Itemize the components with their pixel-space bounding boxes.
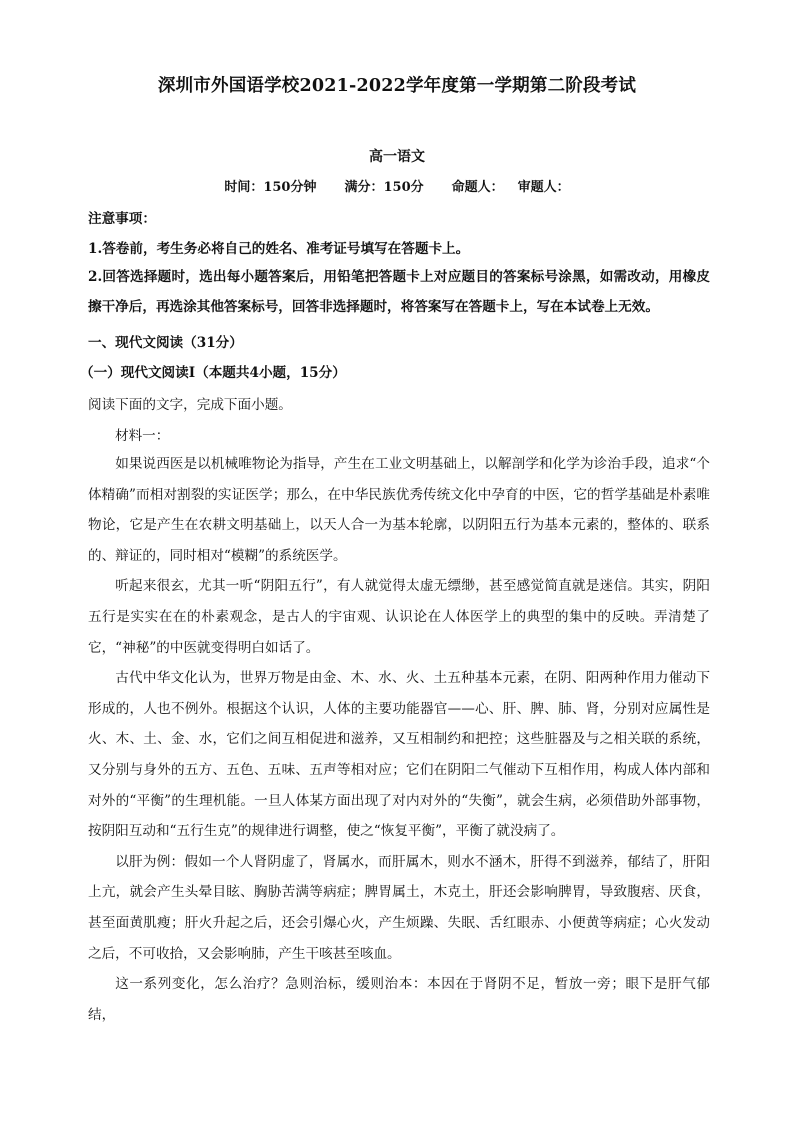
- paragraph: 听起来很玄，尤其一听“阴阳五行”，有人就觉得太虚无缥缈，甚至感觉简直就是迷信。其实，阴阳五行是实实在在的朴素观念，是古人的宇宙观、认识论在人体医学上的典型的集中的反映。弄清楚了它，“神秘”的中医就变得明白如话了。: [88, 578, 710, 656]
- question-setter: 命题人：: [451, 180, 504, 195]
- paragraph: 这一系列变化，怎么治疗？急则治标，缓则治本：本因在于肾阴不足，暂放一旁；眼下是肝气郁结，: [88, 976, 710, 1023]
- exam-meta: [0, 176, 794, 195]
- reading-instruction: 阅读下面的文字，完成下面小题。: [88, 397, 292, 413]
- notice-item-2: 2.回答选择题时，选出每小题答案后，用铅笔把答题卡上对应题目的答案标号涂黑，如需改动，用橡皮擦干净后，再选涂其他答案标号，回答非选择题时，将答案写在答题卡上，写在本试卷上无效。: [88, 269, 710, 315]
- exam-score: 满分：150分: [344, 180, 424, 195]
- exam-title: 深圳市外国语学校2021-2022学年度第一学期第二阶段考试: [157, 76, 637, 96]
- notice-item-1: 1.答卷前，考生务必将自己的姓名、准考证号填写在答题卡上。: [88, 241, 470, 257]
- paragraph: 如果说西医是以机械唯物论为指导，产生在工业文明基础上，以解剖学和化学为诊治手段，追求“个体精确”而相对割裂的实证医学；那么，在中华民族优秀传统文化中孕育的中医，它的哲学基础是朴素唯物论，它是产生在农耕文明基础上，以天人合一为基本轮廓，以阴阳五行为基本元素的，整体的、联系的、辩证的，同时相对“模糊”的系统医学。: [88, 456, 710, 564]
- subsection-heading: （一）现代文阅读Ⅰ（本题共4小题，15分）: [80, 365, 346, 381]
- reviewer: 审题人：: [517, 180, 570, 195]
- material-body: [88, 449, 710, 1030]
- material-label: 材料一：: [115, 428, 170, 444]
- paragraph: 古代中华文化认为，世界万物是由金、木、水、火、土五种基本元素，在阴、阳两种作用力催动下形成的，人也不例外。根据这个认识，人体的主要功能器官——心、肝、脾、肺、肾，分别对应属性是火、木、土、金、水，它们之间互相促进和滋养，又互相制约和把控；这些脏器及与之相关联的系统，又分别与身外的五方、五色、五味、五声等相对应；它们在阴阳二气催动下互相作用，构成人体内部和对外的“平衡”的生理机能。一旦人体某方面出现了对内对外的“失衡”，就会生病，必须借助外部事物，按阴阳互动和“五行生克”的规律进行调整，使之“恢复平衡”，平衡了就没病了。: [88, 670, 710, 840]
- subject-title: 高一语文: [369, 149, 425, 165]
- section-heading: 一、现代文阅读（31分）: [88, 335, 243, 351]
- notice-heading: 注意事项：: [88, 211, 156, 227]
- exam-time: 时间：150分钟: [224, 180, 317, 195]
- paragraph: 以肝为例：假如一个人肾阴虚了，肾属水，而肝属木，则水不涵木，肝得不到滋养，郁结了，肝阳上亢，就会产生头晕目眩、胸胁苦满等病症；脾胃属土，木克土，肝还会影响脾胃，导致腹痞、厌食，甚至面黄肌瘦；肝火升起之后，还会引爆心火，产生烦躁、失眠、舌红眼赤、小便黄等病症；心火发动之后，不可收拾，又会影响肺，产生干咳甚至咳血。: [88, 853, 710, 962]
